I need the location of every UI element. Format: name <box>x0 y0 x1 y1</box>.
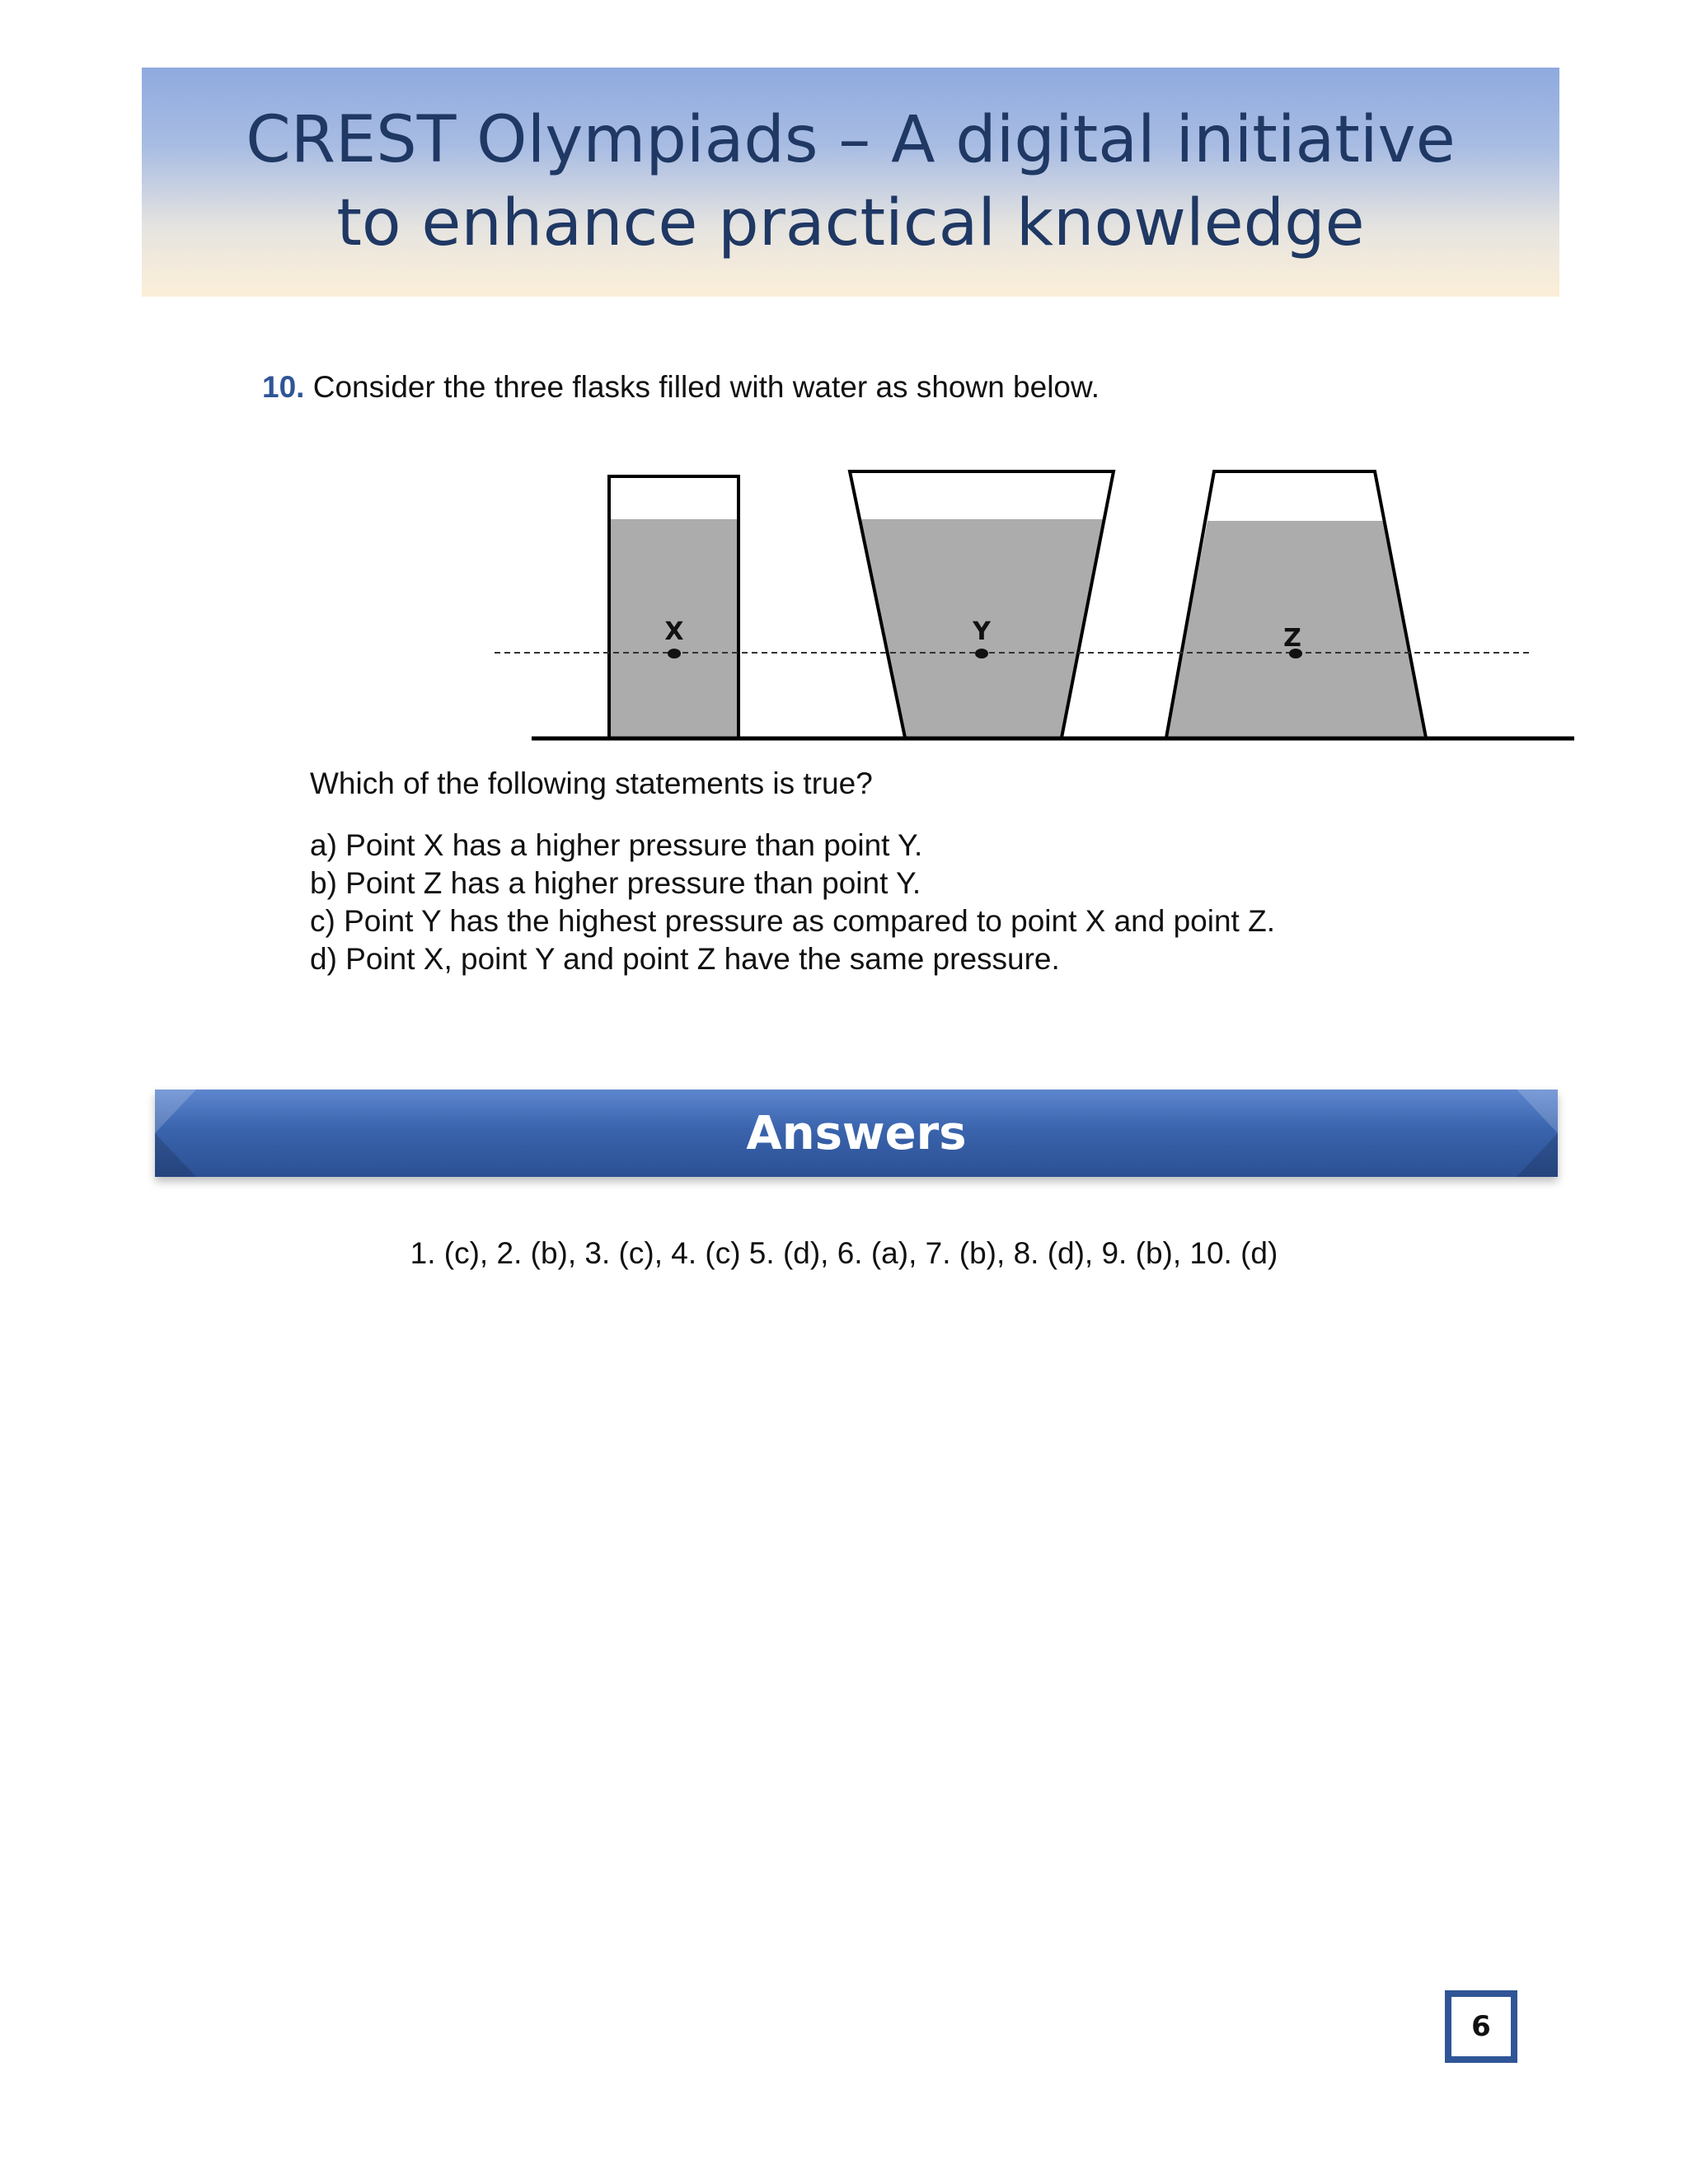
question-heading <box>262 369 1100 405</box>
answers-title: Answers <box>746 1106 967 1160</box>
option-c: c) Point Y has the highest pressure as compared to point X and point Z. <box>310 904 1275 938</box>
flasks-figure <box>495 462 1582 750</box>
label-z: Z <box>1283 624 1301 653</box>
option-a: a) Point X has a higher pressure than point Y. <box>310 828 923 862</box>
option-d: d) Point X, point Y and point Z have the same pressure. <box>310 942 1060 976</box>
option-b: b) Point Z has a higher pressure than point Y. <box>310 866 921 900</box>
options-list <box>310 827 1275 978</box>
question-number: 10. <box>262 370 305 404</box>
answers-banner <box>155 1090 1558 1177</box>
question-text: Consider the three flasks filled with water as shown below. <box>312 370 1100 404</box>
point-y <box>975 649 988 658</box>
question-prompt: Which of the following statements is true? <box>310 766 873 800</box>
point-x <box>668 649 681 658</box>
header-banner <box>142 68 1559 297</box>
label-x: X <box>664 617 684 646</box>
answer-key: 1. (c), 2. (b), 3. (c), 4. (c) 5. (d), 6. (a), 7. (b), 8. (d), 9. (b), 10. (d) <box>410 1236 1278 1270</box>
header-title: CREST Olympiads – A digital initiative to enhance practical knowledge <box>246 102 1456 260</box>
label-y: Y <box>973 617 991 646</box>
page-number: 6 <box>1445 1990 1517 2063</box>
